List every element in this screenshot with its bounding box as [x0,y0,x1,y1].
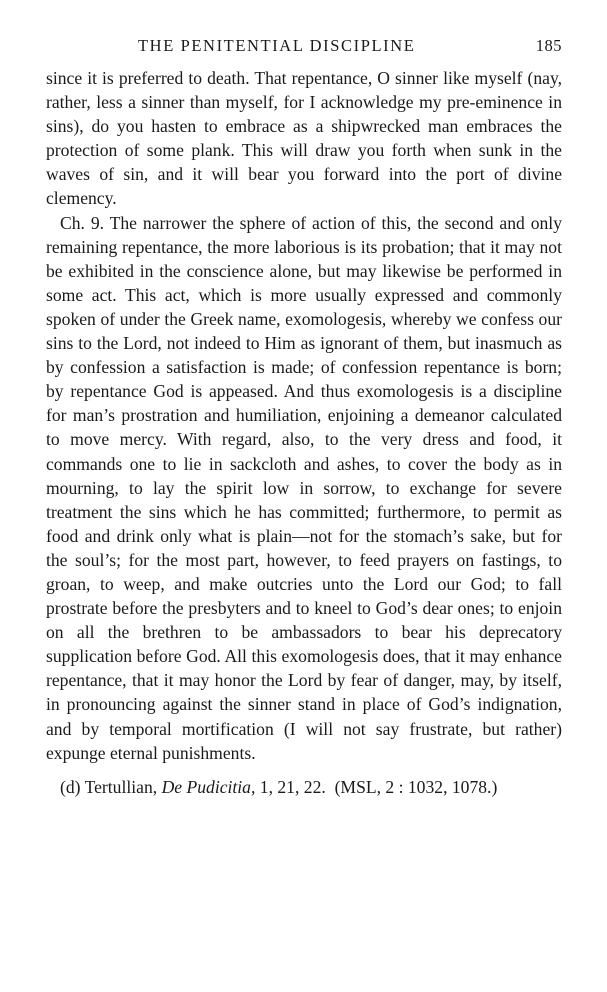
citation-chapters: 1, 21, 22. [259,776,326,797]
book-page [46,36,562,799]
page-number: 185 [535,36,562,55]
running-head [46,36,562,66]
citation-author: Tertullian, [84,776,158,797]
citation-label: (d) [60,776,81,797]
running-title: THE PENITENTIAL DISCIPLINE [138,36,416,55]
paragraph-chapter-9: Ch. 9. The narrower the sphere of action of this, the second and only remaining repentance, the more laborious is its probation; that it may not be exhibited in the conscience alone, but may likewise be performed in some act. This act, which is more usually expressed and commonly spoken of under the Greek name, exomologesis, whereby we confess our sins to the Lord, not indeed to Him as ignorant of them, but inasmuch as by confession a satisfaction is made; of confession repentance is born; by repentance God is appeased. And thus exomologesis is a discipline for man’s prostration and humiliation, enjoining a demeanor calculated to move mercy. With regard, also, to the very dress and food, it commands one to lie in sackcloth and ashes, to cover the body as in mourning, to lay the spirit low in sorrow, to exchange for severe treatment the sins which he has committed; furthermore, to permit as food and drink only what is plain—not for the stomach’s sake, but for the soul’s; for the most part, however, to feed prayers on fastings, to groan, to weep, and make outcries unto the Lord our God; to fall prostrate before the presbyters and to kneel to God’s dear ones; to enjoin on all the brethren to be ambassadors to bear his deprecatory supplication before God. All this exomologesis does, that it may enhance repentance, that it may honor the Lord by fear of danger, may, by itself, in pronouncing against the sinner stand in place of God’s indignation, and by temporal mortification (I will not say frustrate, but rather) expunge eternal punishments. [46,212,562,763]
body-text [46,66,562,765]
citation-reference: (MSL, 2 : 1032, 1078.) [334,776,498,797]
citation-work: De Pudicitia, [161,776,256,797]
source-citation [46,775,562,799]
paragraph-continued: since it is preferred to death. That repentance, O sinner like myself (nay, rather, less a sinner than myself, for I acknowledge my pre-eminence in sins), do you hasten to embrace as a shipwrecked man embraces the protection of some plank. This will draw you forth when sunk in the waves of sin, and it will bear you forward into the port of divine clemency. [46,68,562,209]
